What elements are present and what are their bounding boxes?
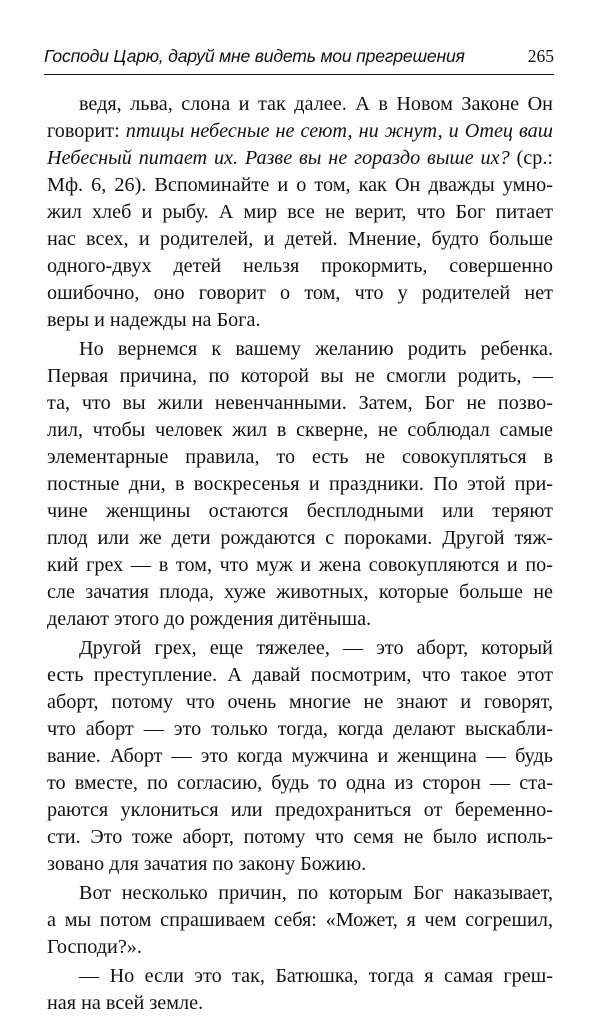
italic-quote-segment: Небесный питает их. Разве вы не гораздо выше их? bbox=[47, 147, 510, 169]
text-segment: что аборт — это только тогда, когда делают выскабли- bbox=[47, 718, 553, 740]
text-segment: сле зачатия плода, хуже животных, которые больше не bbox=[47, 581, 553, 603]
text-segment: плод или же дети рождаются с пороками. Другой тяж- bbox=[47, 527, 553, 549]
text-line bbox=[47, 934, 553, 961]
text-line bbox=[47, 444, 553, 471]
text-line bbox=[47, 363, 553, 390]
text-segment: сти. Это тоже аборт, потому что семя не было исполь- bbox=[47, 826, 553, 848]
text-line bbox=[47, 280, 553, 307]
text-segment: ведя, льва, слона и так далее. А в Новом Законе Он bbox=[79, 93, 553, 115]
text-segment: Другой грех, еще тяжелее, — это аборт, который bbox=[79, 637, 553, 659]
text-segment: лил, чтобы человек жил в скверне, не соблюдал самые bbox=[47, 419, 553, 441]
text-segment: кий грех — в том, что муж и жена совокупляются и по- bbox=[47, 554, 553, 576]
text-line bbox=[47, 907, 553, 934]
text-segment: Вот несколько причин, по которым Бог наказывает, bbox=[79, 882, 553, 904]
text-segment: то вместе, по согласию, будь то одна из сторон — ста- bbox=[47, 772, 553, 794]
text-line bbox=[47, 91, 553, 118]
paragraph bbox=[47, 880, 553, 961]
paragraph bbox=[47, 635, 553, 878]
text-segment: нас всех, и родителей, и детей. Мнение, будто больше bbox=[47, 228, 553, 250]
text-segment: есть преступление. А давай посмотрим, что такое этот bbox=[47, 664, 553, 686]
text-segment: вание. Аборт — это когда мужчина и женщина — будь bbox=[47, 745, 553, 767]
text-line bbox=[47, 716, 553, 743]
text-segment: Господи?». bbox=[47, 936, 142, 958]
text-segment: зовано для зачатия по закону Божию. bbox=[47, 853, 367, 875]
text-line bbox=[47, 851, 553, 878]
text-line bbox=[47, 797, 553, 824]
text-line bbox=[47, 336, 553, 363]
text-segment: делают этого до рождения дитёныша. bbox=[47, 608, 372, 630]
text-line bbox=[47, 824, 553, 851]
text-line bbox=[47, 172, 553, 199]
text-line bbox=[47, 307, 553, 334]
text-line bbox=[47, 118, 553, 145]
paragraph bbox=[47, 336, 553, 633]
text-segment: та, что вы жили невенчанными. Затем, Бог не позво- bbox=[47, 392, 553, 414]
text-line bbox=[47, 417, 553, 444]
text-line bbox=[47, 226, 553, 253]
text-line bbox=[47, 770, 553, 797]
running-head-title: Господи Царю, даруй мне видеть мои прегрешения bbox=[44, 46, 465, 66]
page-number: 265 bbox=[527, 46, 554, 66]
text-line bbox=[47, 552, 553, 579]
text-segment: Первая причина, по которой вы не смогли родить, — bbox=[47, 365, 553, 387]
text-line bbox=[47, 743, 553, 770]
text-segment: Но вернемся к вашему желанию родить ребенка. bbox=[79, 338, 553, 360]
text-line bbox=[47, 579, 553, 606]
text-line bbox=[47, 606, 553, 633]
text-segment: (ср.: bbox=[509, 147, 553, 169]
text-line bbox=[47, 145, 553, 172]
text-segment: одного-двух детей нельзя прокормить, совершенно bbox=[47, 255, 553, 277]
text-line bbox=[47, 253, 553, 280]
text-segment: ошибочно, оно говорит о том, что у родителей нет bbox=[47, 282, 553, 304]
text-line bbox=[47, 525, 553, 552]
paragraph bbox=[47, 963, 553, 1017]
text-segment: говорит: bbox=[47, 120, 126, 142]
text-segment: постные дни, в воскресенья и праздники. По этой при- bbox=[47, 473, 553, 495]
running-head bbox=[44, 44, 554, 75]
text-line bbox=[47, 635, 553, 662]
text-line bbox=[47, 689, 553, 716]
text-segment: чине женщины остаются бесплодными или теряют bbox=[47, 500, 553, 522]
paragraph bbox=[47, 91, 553, 334]
text-line bbox=[47, 880, 553, 907]
text-line bbox=[47, 662, 553, 689]
text-segment: Мф. 6, 26). Вспоминайте и о том, как Он дважды умно- bbox=[47, 174, 553, 196]
text-segment: аборт, потому что очень многие не знают и говорят, bbox=[47, 691, 553, 713]
text-line bbox=[47, 963, 553, 990]
text-segment: раются уклониться или предохраниться от беременно- bbox=[47, 799, 553, 821]
text-line bbox=[47, 498, 553, 525]
text-line bbox=[47, 990, 553, 1017]
text-segment: веры и надежды на Бога. bbox=[47, 309, 261, 331]
text-segment: а мы потом спрашиваем себя: «Может, я чем согрешил, bbox=[47, 909, 553, 931]
text-segment: — Но если это так, Батюшка, тогда я самая греш- bbox=[79, 965, 553, 987]
body-text bbox=[47, 91, 553, 1019]
text-line bbox=[47, 199, 553, 226]
text-segment: жил хлеб и рыбу. А мир все не верит, что Бог питает bbox=[47, 201, 553, 223]
text-line bbox=[47, 471, 553, 498]
text-segment: элементарные правила, то есть не совокупляться в bbox=[47, 446, 553, 468]
text-line bbox=[47, 390, 553, 417]
italic-quote-segment: птицы небесные не сеют, ни жнут, и Отец ваш bbox=[125, 120, 553, 142]
text-segment: ная на всей земле. bbox=[47, 992, 204, 1014]
